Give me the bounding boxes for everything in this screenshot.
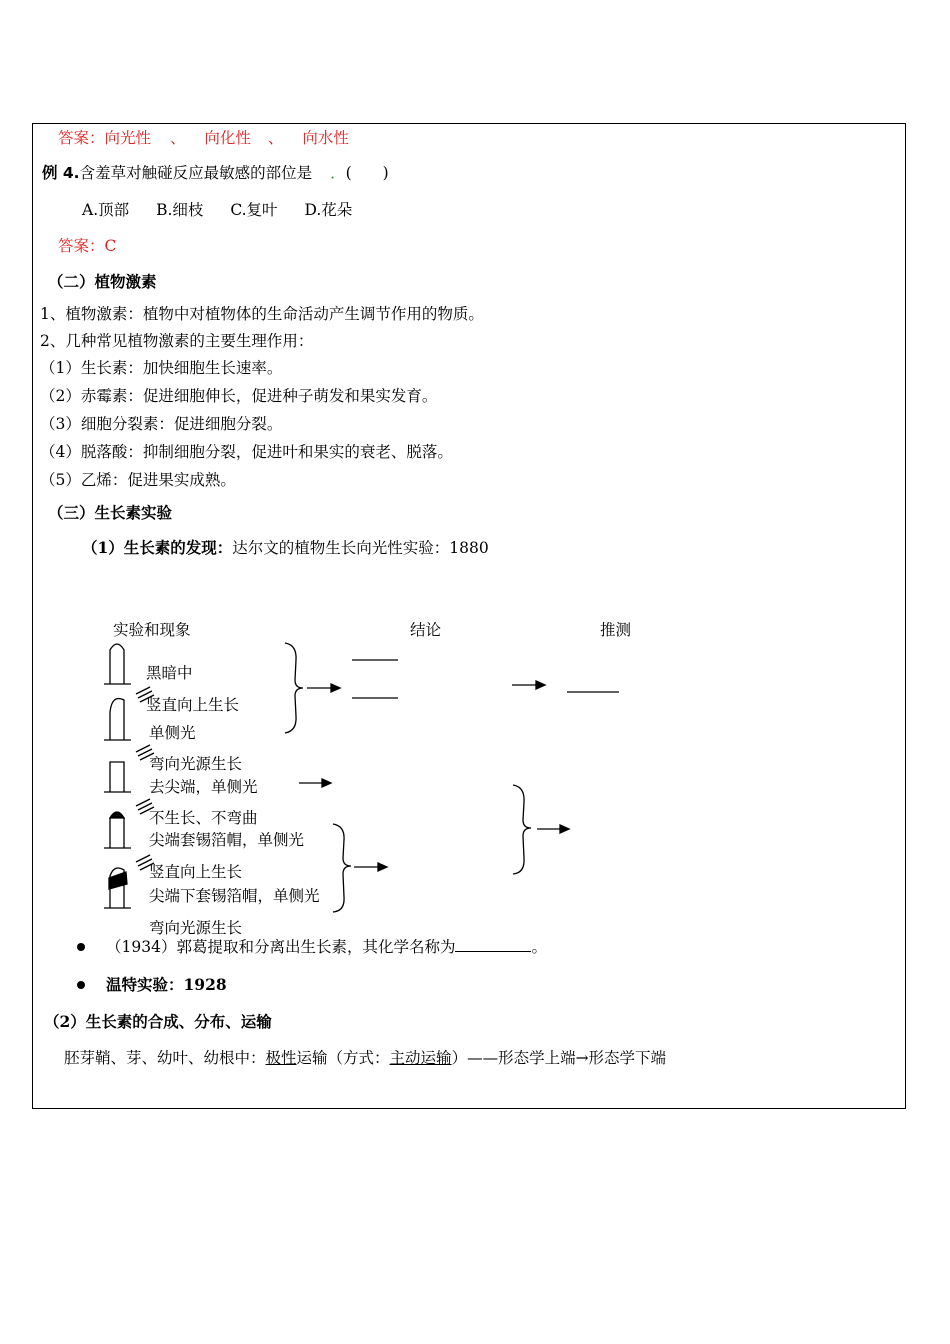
bullet-2 [77,981,85,989]
section-synthesis-line: 胚芽鞘、芽、幼叶、幼根中：极性运输（方式：主动运输）——形态学上端→形态学下端 [64,1049,667,1067]
seedling-bending-icon [104,687,154,740]
diagram-label: 竖直向上生长 [146,696,240,714]
hormone-item: （4）脱落酸：抑制细胞分裂，促进叶和果实的衰老、脱落。 [40,443,453,461]
hormone-item: （1）生长素：加快细胞生长速率。 [40,359,283,377]
option-d[interactable]: D.花朵 [304,201,353,219]
diagram-label: 单侧光 [149,724,196,742]
diagram-label: 不生长、不弯曲 [149,809,258,827]
answer-4: 答案：C [58,237,117,255]
section-synthesis-heading: （2）生长素的合成、分布、运输 [44,1012,272,1031]
hormone-item: （3）细胞分裂素：促进细胞分裂。 [40,415,283,433]
brace-3 [513,785,531,874]
option-a[interactable]: A.顶部 [82,201,130,219]
blank-chemical-name[interactable] [455,937,531,952]
example-4-question: 例 4.含羞草对触碰反应最敏感的部位是 ．( ) [42,164,389,182]
section-2-p2: 2、几种常见植物激素的主要生理作用： [40,332,314,350]
bullet-2-text: 温特实验：1928 [106,975,227,994]
bullet-1-text: （1934）郭葛提取和分离出生长素，其化学名称为 。 [106,938,547,956]
hormone-item: （2）赤霉素：促进细胞伸长，促进种子萌发和果实发育。 [40,387,438,405]
seedling-foil-sleeve-icon [104,855,154,908]
option-b[interactable]: B.细枝 [156,201,204,219]
diagram-col-inference: 推测 [600,621,632,639]
diagram-label: 弯向光源生长 [149,919,243,937]
answer-3: 答案：向光性 、 向化性 、 向水性 [58,129,349,147]
section-2-p1: 1、植物激素：植物中对植物体的生命活动产生调节作用的物质。 [40,305,484,323]
diagram-col-experiment: 实验和现象 [113,621,191,639]
diagram-col-conclusion: 结论 [410,621,442,639]
section-3-heading: （三）生长素实验 [48,503,173,522]
section-2-heading: （二）植物激素 [48,272,157,291]
seedling-decapitated-icon [104,745,154,792]
diagram-label: 去尖端，单侧光 [149,778,258,796]
brace-2 [333,824,351,912]
option-c[interactable]: C.复叶 [230,201,278,219]
seedling-dark-icon [104,644,131,684]
diagram-label: 竖直向上生长 [149,863,243,881]
diagram-label: 尖端下套锡箔帽，单侧光 [149,887,320,905]
diagram-label: 黑暗中 [146,664,193,682]
diagram-label: 尖端套锡箔帽，单侧光 [149,831,305,849]
brace-1 [285,643,303,733]
bullet-1 [77,943,85,951]
seedling-foil-cap-icon [104,799,154,848]
diagram-label: 弯向光源生长 [149,755,243,773]
hormone-item: （5）乙烯：促进果实成熟。 [40,471,236,489]
section-3-sub1: （1）生长素的发现：达尔文的植物生长向光性实验：1880 [82,538,489,557]
